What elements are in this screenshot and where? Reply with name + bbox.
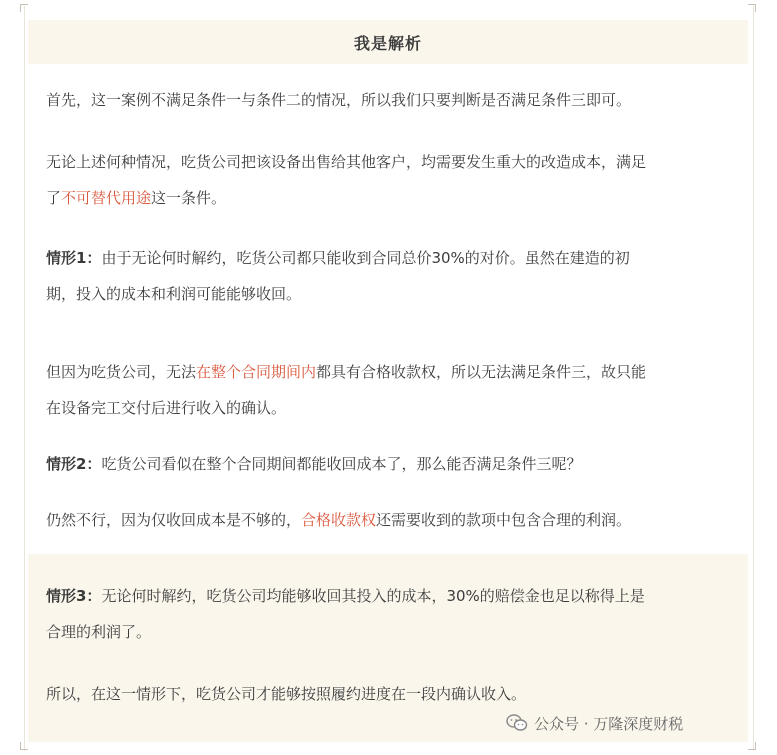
wechat-icon <box>506 714 528 732</box>
conclusion2-a: 仍然不行，因为仅收回成本是不够的， <box>46 511 302 529</box>
frame-corner <box>748 742 756 750</box>
condition-line2-a: 了 <box>46 189 62 207</box>
conclusion1-a: 但因为吃货公司，无法 <box>46 363 197 381</box>
conclusion2-b: 还需要收到的款项中包含合理的利润。 <box>376 511 632 529</box>
condition-line2-b: 这一条件。 <box>151 189 227 207</box>
paragraph-case3 <box>46 578 746 650</box>
paragraph-intro <box>46 82 746 118</box>
watermark-text: 公众号 · 万隆深度财税 <box>534 714 684 733</box>
frame-corner <box>20 4 28 12</box>
frame-corner <box>748 4 756 12</box>
section-title-bar <box>28 20 748 64</box>
case1-line1: 由于无论何时解约，吃货公司都只能收到合同总价30%的对价。虽然在建造的初 <box>101 249 630 267</box>
paragraph-case1 <box>46 240 746 312</box>
case3-label: 情形3： <box>46 587 102 605</box>
highlight-irreplaceable: 不可替代用途 <box>61 189 152 207</box>
case1-label: 情形1： <box>46 249 102 267</box>
case2-text: 吃货公司看似在整个合同期间都能收回成本了，那么能否满足条件三呢？ <box>101 455 582 473</box>
final-text: 所以，在这一情形下，吃货公司才能够按照履约进度在一段内确认收入。 <box>46 685 527 703</box>
condition-line1: 无论上述何种情况，吃货公司把该设备出售给其他客户，均需要发生重大的改造成本，满足 <box>46 153 647 171</box>
case2-label: 情形2： <box>46 455 102 473</box>
paragraph-conclusion1 <box>46 354 746 426</box>
highlight-payment-right: 合格收款权 <box>301 511 377 529</box>
frame-corner <box>20 742 28 750</box>
case3-line2: 合理的利润了。 <box>46 623 152 641</box>
case1-line2: 期，投入的成本和利润可能能够收回。 <box>46 285 302 303</box>
watermark <box>506 708 683 738</box>
paragraph-final <box>46 676 746 712</box>
paragraph-conclusion2 <box>46 502 746 538</box>
conclusion1-line2: 在设备完工交付后进行收入的确认。 <box>46 399 287 417</box>
highlight-contract-period: 在整个合同期间内 <box>196 363 317 381</box>
intro-text: 首先，这一案例不满足条件一与条件二的情况，所以我们只要判断是否满足条件三即可。 <box>46 91 632 109</box>
paragraph-case2 <box>46 446 746 482</box>
section-title: 我是解析 <box>353 33 422 53</box>
paragraph-condition <box>46 144 746 216</box>
conclusion1-b: 都具有合格收款权，所以无法满足条件三，故只能 <box>316 363 647 381</box>
case3-line1: 无论何时解约，吃货公司均能够收回其投入的成本，30%的赔偿金也足以称得上是 <box>101 587 645 605</box>
